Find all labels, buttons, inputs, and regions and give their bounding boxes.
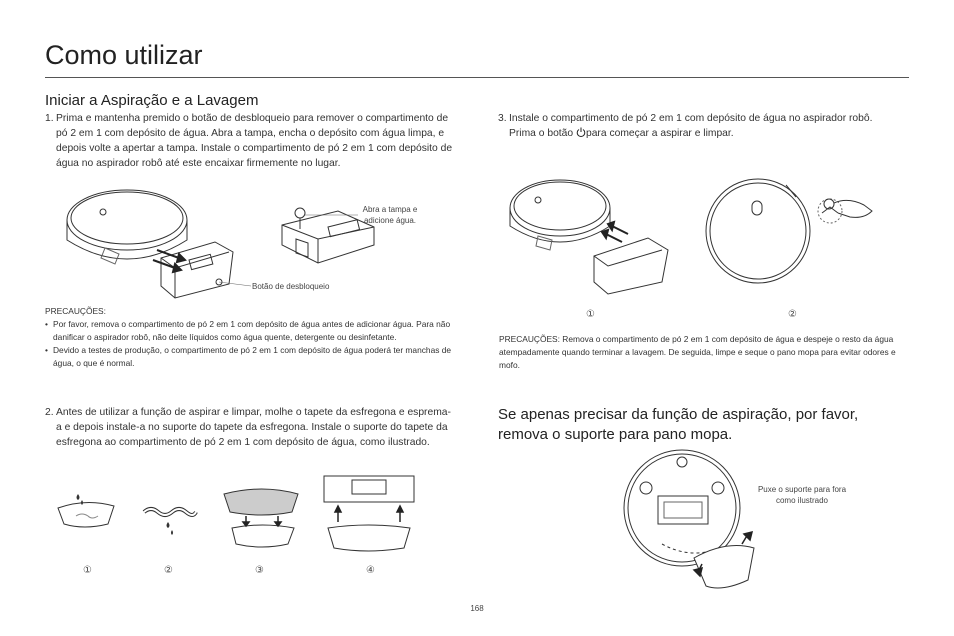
vacuum-only-heading: Se apenas precisar da função de aspiração, por favor, remova o suporte para pano mopa. [498, 406, 859, 443]
step-1-number: 1. [45, 113, 54, 124]
robot-dustbin-removal-illustration [65, 188, 245, 310]
step-2-marker-3: ③ [255, 565, 264, 576]
step-3-text-2 [498, 126, 908, 141]
remove-mop-holder-illustration [622, 448, 772, 596]
callout-pull-holder: Puxe o suporte para fora como ilustrado [757, 485, 847, 505]
step-3-text: Instale o compartimento de pó 2 em 1 com depósito de água no aspirador robô. [509, 113, 873, 124]
step-2-marker-2: ② [164, 565, 173, 576]
power-icon [576, 127, 586, 137]
callout-open-lid: Abra a tampa e adicione água. [362, 205, 418, 225]
step-1-text: Prima e mantenha premido o botão de desbloqueio para remover o compartimento de pó 2 em 1 com depósito de água. Abra a tampa, encha o depósito com água limpa, e depois volte a apertar a tampa. Instale o compartimento de pó 2 em 1 com depósito de água no aspirador robô até este encaixar firmemente no lugar. [56, 113, 453, 169]
attach-mop-to-holder-illustration [222, 488, 302, 550]
step-2-number: 2. [45, 407, 54, 418]
attach-holder-to-dustbin-illustration [322, 470, 416, 556]
section-title: Iniciar a Aspiração e a Lavagem [45, 92, 259, 109]
step-2-marker-4: ④ [366, 565, 375, 576]
precaution-text: Remova o compartimento de pó 2 em 1 com depósito de água e despeje o resto da água atempadamente quando terminar a lavagem. De seguida, limpe e seque o pano mopa para evitar odores e mofo. [499, 334, 896, 370]
precautions-title: PRECAUÇÕES: [45, 306, 106, 316]
install-dustbin-illustration [508, 178, 678, 296]
step-3-text-2-before: Prima o botão [509, 128, 576, 139]
precaution-item: • Devido a testes de produção, o compartimento de pó 2 em 1 com depósito de água poderá ter manchas de água, o que é normal. [45, 344, 457, 370]
title-divider [45, 77, 909, 78]
step-1 [45, 111, 455, 171]
step-3-precautions [499, 333, 904, 372]
step-2 [45, 405, 455, 450]
precautions-title: PRECAUÇÕES: [499, 334, 560, 344]
wet-mop-illustration [56, 492, 118, 532]
precaution-item: • Por favor, remova o compartimento de pó 2 em 1 com depósito de água antes de adicionar água. Para não danificar o aspirador robô, não deite líquidos como água quente, detergente ou desinfetante. [45, 318, 457, 344]
step-1-precautions [45, 305, 457, 370]
step-3-marker-2: ② [788, 309, 797, 320]
wring-mop-illustration [142, 500, 198, 546]
page-number: 168 [470, 604, 484, 613]
step-2-text: Antes de utilizar a função de aspirar e limpar, molhe o tapete da esfregona e esprema-a e depois instale-a no suporte do tapete da esfregona. Instale o suporte do tapete da esfregona ao compartimento de pó 2 em 1 com depósito de água, como ilustrado. [56, 407, 451, 448]
step-3-number: 3. [498, 113, 507, 124]
step-2-marker-1: ① [83, 565, 92, 576]
step-3-text-2-after: para começar a aspirar e limpar. [585, 128, 734, 139]
press-power-button-illustration [706, 175, 882, 291]
step-3-marker-1: ① [586, 309, 595, 320]
callout-release-button: Botão de desbloqueio [252, 282, 330, 291]
page-title: Como utilizar [45, 40, 203, 70]
step-3 [498, 111, 908, 141]
